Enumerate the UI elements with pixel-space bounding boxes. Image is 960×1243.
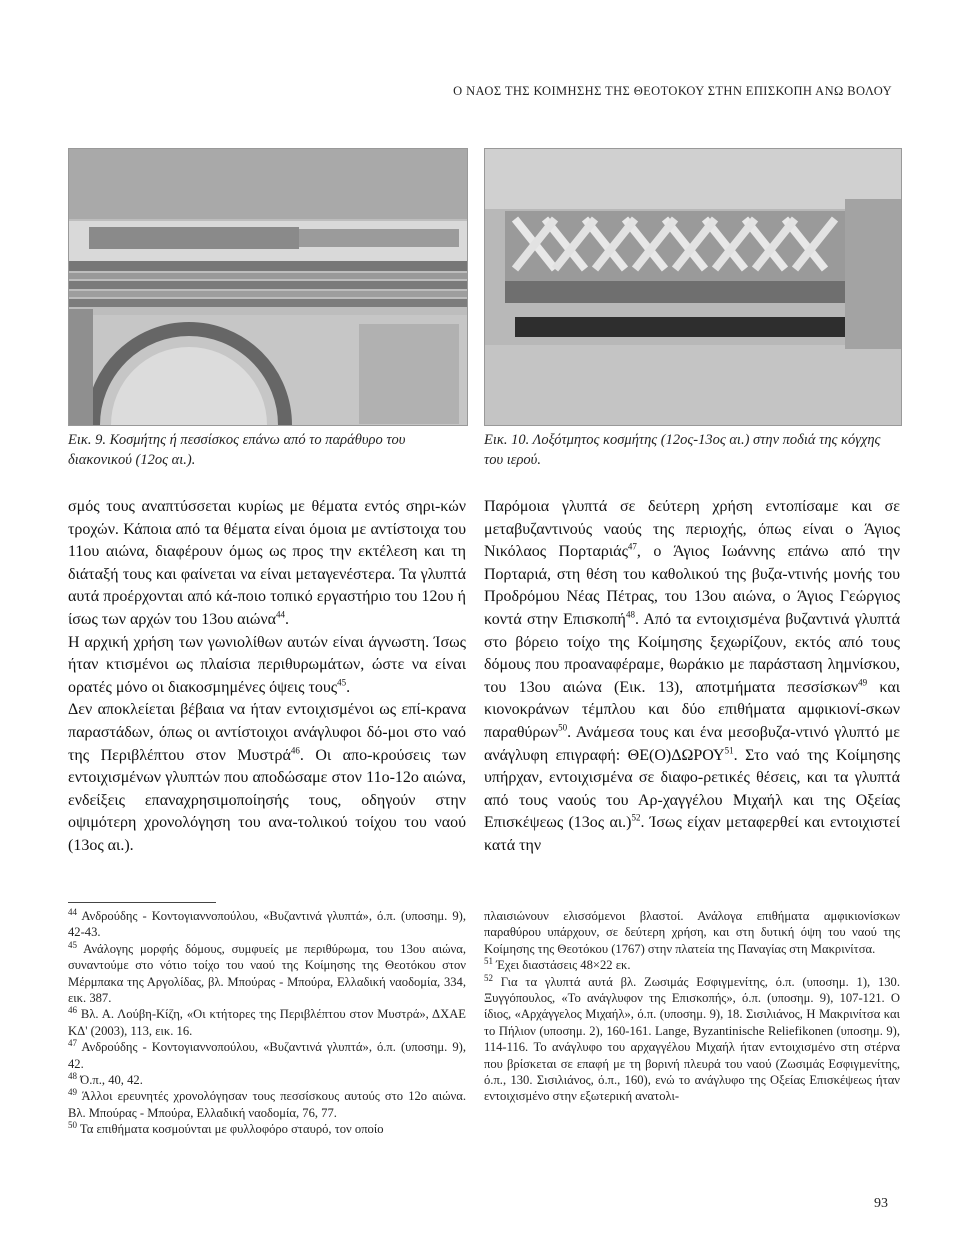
footnote-ref: 48 (625, 609, 635, 620)
body-text-right-column (484, 496, 900, 858)
paragraph: Δεν αποκλείεται βέβαια να ήταν εντοιχισμένοι ως επί-κρανα παραστάδων, όπως οι αντίστοιχοι ανάγλυφοι δό-μοι στο ναό της Περιβλέπτου στον Μυστρά$^{46}$. Οι απο-κρούσεις των εντοιχισμένων γλυπτών που αποδώσαμε στον 11ο-12ο αιώνα, ενδείξεις επαναχρησιμοποίησής τους, οδηγούν στην οψιμότερη χρονολόγηση του ανα-τολικού τοίχου του ναού (13ος αι.). (68, 701, 467, 854)
footnote: $^{46}$ Βλ. Α. Λούβη-Κίζη, «Οι κτήτορες της Περιβλέπτου στον Μυστρά», ΔΧΑΕ ΚΔ' (2003), 113, εικ. 16. (68, 1005, 466, 1038)
figure-10-photo (484, 148, 902, 426)
figure-10-caption: Εικ. 10. Λοξότμητος κοσμήτης (12ος-13ος αι.) στην ποδιά της κόγχης του ιερού. (484, 432, 881, 468)
footnote: $^{45}$ Ανάλογης μορφής δόμους, συμφυείς με περιθύρωμα, του 13ου αιώνα, συναντούμε στο νότιο τοίχο του ναού της Κοίμησης της Θεοτόκου στον Μέρμπακα της Αργολίδας, βλ. Μπούρας - Μπούρα, Ελλαδική ναοδομία, 334, εικ. 387. (68, 939, 466, 1006)
footnote-ref: 44 (275, 609, 285, 620)
footnote: $^{47}$ Ανδρούδης - Κοντογιαννοπούλου, «Βυζαντινά γλυπτά», ό.π. (υποσημ. 9), 42. (68, 1038, 466, 1071)
footnote: $^{52}$ Για τα γλυπτά αυτά βλ. Ζωσιμάς Εσφιγμενίτης, ό.π. (υποσημ. 1), 130. Ξυγγόπουλος, «Το ανάγλυφον της Επισκοπής», ό.π. (υποσημ. 9), 107-121. Ο ίδιος, «Αρχάγγελος Μιχαήλ», ό.π. (υποσημ. 9), 18. Σισιλιάνος, Η Μακρινίτσα και το Πήλιον (υποσημ. 2), 160-161. Lange, Byzantinische Reliefikonen (υποσημ. 9), 114-116. Το ανάγλυφο του αρχαγγέλου Μιχαήλ ήταν εντοιχισμένο στη στέρνα που βρίσκεται σε επαφή με τη βορινή πλευρά του ναού (Ζωσιμάς Εσφιγμενίτης, ό.π., 130. Σισιλιάνος, ό.π., 160), ενώ το ανάγλυφο της Οξείας Επισκέψεως ήταν εντοιχισμένο στην εξωτερική ανατολι- (484, 972, 900, 1104)
footnote: $^{48}$ Ό.π., 40, 42. (68, 1070, 143, 1088)
footnote: $^{51}$ Έχει διαστάσεις 48×22 εκ. (484, 956, 631, 973)
footnote: $^{44}$ Ανδρούδης - Κοντογιαννοπούλου, «Βυζαντινά γλυπτά», ό.π. (υποσημ. 9), 42-43. (68, 906, 466, 940)
page-number: 93 (874, 1196, 888, 1211)
paragraph: Η αρχική χρήση των γωνιολίθων αυτών είναι άγνωστη. Ίσως ήταν κτισμένοι ως πλαίσια περιθυρωμάτων, ώστε να είναι ορατές μόνο οι διακοσμημένες όψεις τους$^{45}$. (68, 633, 466, 696)
footnote-ref: 45 (337, 677, 347, 688)
paragraph: σμός τους αναπτύσσεται κυρίως με θέματα εντός σηρι-κών τροχών. Κάποια από τα θέματα είναι όμοια με αντίστοιχα του 11ου αιώνα, διαφέρουν όμως ως προς την εκτέλεση και τη διάταξή τους και φαίνεται να είναι μεταγενέστερα. Τα γλυπτά αυτά προέρχονται από κά-ποιο τοπικό εργαστήριο του 12ου ή ίσως των αρχών του 13ου αιώνα$^{44}$. (68, 498, 466, 628)
footnote: $^{49}$ Άλλοι ερευνητές χρονολόγησαν τους πεσσίσκους αυτούς στο 12ο αιώνα. Βλ. Μπούρας - Μπούρα, Ελλαδική ναοδομία, 76, 77. (68, 1087, 466, 1120)
footnote-ref: 52 (631, 812, 641, 823)
footnote: $^{50}$ Τα επιθήματα κοσμούνται με φυλλοφόρο σταυρό, τον οποίο (68, 1120, 384, 1137)
figure-9-photo (68, 148, 468, 426)
footnote-ref: 49 (858, 677, 868, 688)
footnotes-right (484, 908, 900, 1105)
footnote-ref: 47 (627, 541, 637, 552)
running-head: Ο ΝΑΟΣ ΤΗΣ ΚΟΙΜΗΣΗΣ ΤΗΣ ΘΕΟΤΟΚΟΥ ΣΤΗΝ ΕΠΙΣΚΟΠΗ ΑΝΩ ΒΟΛΟΥ (453, 84, 892, 98)
figure-9-caption: Εικ. 9. Κοσμήτης ή πεσσίσκος επάνω από το παράθυρο του διακονικού (12ος αι.). (68, 432, 406, 468)
footnote-divider (68, 902, 216, 903)
footnote-continuation: πλαισιώνουν ελισσόμενοι βλαστοί. Ανάλογα επιθήματα αμφικιονίσκων παραθύρου υπάρχουν, σε δεύτερη χρήση, και στη δυτική όψη του ναού της Κοίμησης της Θεοτόκου (1767) στην πλατεία της Παναγίας στη Μακρινίτσα. (484, 909, 900, 956)
body-text-left-column (68, 496, 466, 858)
footnotes-left (68, 908, 466, 1138)
paragraph: Παρόμοια γλυπτά σε δεύτερη χρήση εντοπίσαμε και σε μεταβυζαντινούς ναούς της περιοχής, όπως είναι ο Άγιος Νικόλαος Πορταριάς$^{47}$, ο Άγιος Ιωάννης επάνω από την Πορταριά, στη θέση του καθολικού της βυζα-ντινής μονής του Προδρόμου Νέας Πέτρας, του 13ου αιώνα, ο Άγιος Γεώργιος κοντά στην Επισκοπή$^{48}$. Από τα εντοιχισμένα βυζαντινά γλυπτά στο βόρειο τοίχο της Κοίμησης ξεχωρίζουν, εκτός από τους δόμους που προαναφέραμε, θωράκιο με παράσταση λημνίσκου, του 13ου αιώνα (Εικ. 13), αποτμήματα πεσσίσκων$^{49}$ και κιονοκράνων τέμπλου και δύο επιθήματα αμφικιονί-σκων παραθύρων$^{50}$. Ανάμεσα τους και ένα μεσοβυζα-ντινό γλυπτό με ανάγλυφη επιγραφή: ΘΕ(Ο)ΔΩΡΟΥ$^{51}$. Στο ναό της Κοίμησης υπήρχαν, εντοιχισμένα σε διαφο-ρετικές θέσεις, και τα γλυπτά από τους ναούς του Αρ-χαγγέλου Μιχαήλ και της Οξείας Επισκέψεως (13ος αι.)$^{52}$. Ίσως είχαν μεταφερθεί και εντοιχιστεί κατά την (484, 498, 901, 854)
footnote-ref: 46 (290, 745, 300, 756)
footnote-ref: 51 (724, 745, 734, 756)
footnote-ref: 50 (558, 722, 568, 733)
